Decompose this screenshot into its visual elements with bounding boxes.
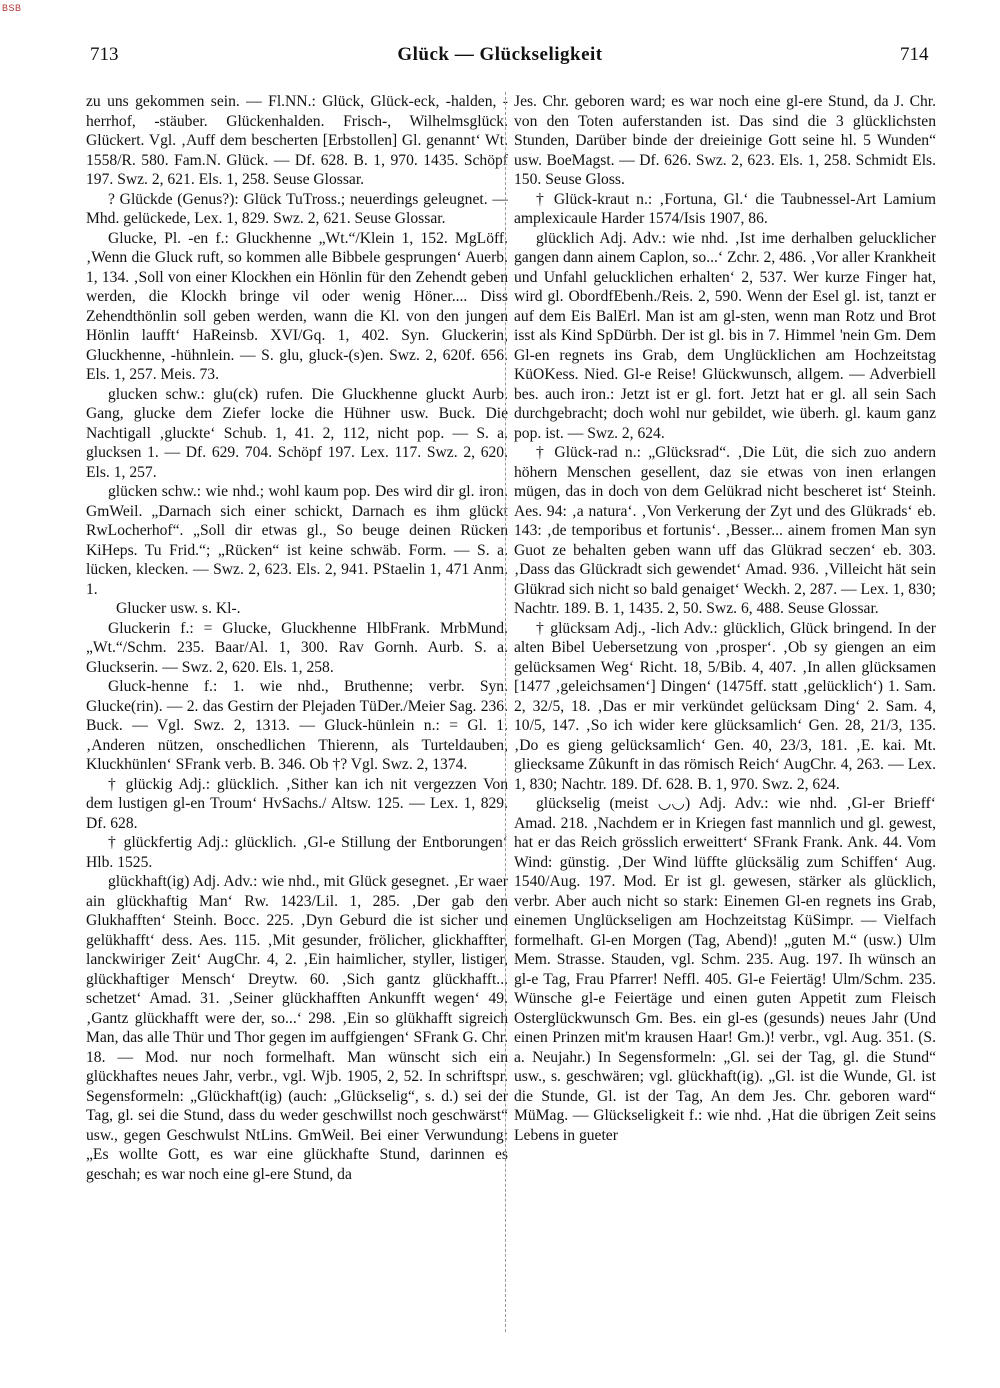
dictionary-entry: Gluck-henne f.: 1. wie nhd., Bruthenne; verbr. Syn. Glucke(rin). — 2. das Gestirn der Plejaden TüDer./Meier Sag. 236. Buck. — Vgl. Swz. 2, 1313. — Gluck-hünlein n.: = Gl. 1. ‚Anderen nützen, onschedlichen Thierenn, als Turteldauben, Kluckhünlen‘ SFrank verb. B. 346. Ob †? Vgl. Swz. 2, 1374. [86, 678, 508, 773]
left-column [86, 92, 508, 1337]
page-title: Glück — Glückseligkeit [397, 44, 603, 65]
dictionary-entry: † Glück-kraut n.: ‚Fortuna, Gl.‘ die Taubnessel-Art Lamium amplexicaule Harder 1574/Isis 1907, 86. [514, 190, 936, 227]
right-column [514, 92, 936, 1337]
dictionary-entry: glücken schw.: wie nhd.; wohl kaum pop. Des wird dir gl. iron. GmWeil. „Darnach sich einer schickt, Darnach es ihm glückt RwLocherhof“. „Soll dir etwas gl., So beuge deinen Rücken KiHeps. Tu Frid.“; „Rücken“ ist keine schwäb. Form. — S. a. lücken, klecken. — Swz. 2, 623. Els. 2, 941. PStaelin 1, 471 Anm. 1. [86, 483, 508, 598]
dictionary-entry: glucken schw.: glu(ck) rufen. Die Gluckhenne gluckt Aurb. Gang, glucke dem Ziefer locke die Hühner usw. Buck. Die Nachtigall ‚gluckte‘ Schub. 1, 41. 2, 112, nicht pop. — S. a. glucksen 1. — Df. 629. 704. Schöpf 197. Lex. 117. Swz. 2, 620. Els. 1, 257. [86, 385, 508, 481]
dictionary-entry: † Glück-rad n.: „Glücksrad“. ‚Die Lüt, die sich zuo andern höhern Menschen gesellent, daz sie etwas von inen erlangen mügen, das in doch von dem Gelükrad nicht bescheret ist‘ Steinh. Aes. 94: ‚a natura‘. ‚Von Verkerung der Zyt und des Glükrads‘ eb. 143: ‚de temporibus et fortunis‘. ‚Besser... ainem fromen Man syn Guot ze behalten geben wann uff das Glükrad seczen‘ eb. 303. ‚Dass das Glückradt sich gewendet‘ Amad. 936. ‚Villeicht hät sein Glükrad sich nicht so bald genaiget‘ Weckh. 2, 287. — Lex. 1, 830; Nachtr. 189. B. 1, 1435. 2, 50. Swz. 6, 488. Seuse Glossar. [514, 444, 936, 617]
dictionary-entry: glückselig (meist ◡◡) Adj. Adv.: wie nhd. ‚Gl-er Brieff‘ Amad. 218. ‚Nachdem er in Kriegen fast mannlich und gl. gewest, hat er das Reich grösslich erweittert‘ SFrank Frank. Ank. 44. Vom Wind: günstig. ‚Der Wind lüffte glücksälig zum Schiffen‘ Aug. 1540/Aug. 197. Mod. Er ist gl. gewesen, stärker als glücklich, verbr. Aber auch nicht so stark: Einemen Gl-en regnets ins Grab, einemen Unglückseligen am Hochzeitstag KüSimpr. — Vielfach formelhaft. Gl-en Morgen (Tag, Abend)! „guten M.“ (usw.) Ulm Mem. Strasse. Stauden, vgl. Schm. 235. Aug. 197. Ih wünsch an gl-e Tag, Frau Pfarrer! Neffl. 405. Gl-e Feiertäg! Ulm/Schm. 235. Wünsche gl-e Feiertäge und einen guten Appetit zum Fleisch Osterglückwunsch Gm. Bes. ein gl-es (gesunds) neues Jahr (Und einen Prinzen mit'm krausen Haar! Gm.)! verbr., vgl. Aug. 351. (S. a. Neujahr.) In Segensformeln: „Gl. sei der Tag, gl. die Stund“ usw., s. geschwären; vgl. glückhaft(ig). „Gl. ist die Wunde, Gl. ist die Stunde, Gl. ist der Tag, An dem Jes. Chr. geboren ward“ MüMag. — Glückseligkeit f.: wie nhd. ‚Hat die übrigen Zeit seins Lebens in gueter [514, 795, 936, 1144]
dictionary-entry: † glücksam Adj., -lich Adv.: glücklich, Glück bringend. In der alten Bibel Uebersetzung von ‚prosper‘. ‚Ob sy giengen an eim gelücksamen Weg‘ Richt. 18, 5/Bib. 4, 407. ‚In allen glücksamen [1477 ‚geleichsamen‘] Dingen‘ (1475ff. statt ‚gelücklich‘) 1. Sam. 2, 32/5, 18. ‚Das er mir verkündet gelücksam Ding‘ 2. Sam. 4, 10/5, 147. ‚So ich wider kere glücksamlich‘ Gen. 28, 21/3, 135. ‚Do es gieng gelücksamlich‘ Gen. 40, 23/3, 181. ‚E. kai. Mt. gliecksame Zûkunft in das römisch Reich‘ AugChr. 4, 263. — Lex. 1, 830; Nachtr. 189. Df. 628. B. 1, 970. Swz. 2, 624. [514, 619, 936, 793]
dictionary-entry: Glucke, Pl. -en f.: Gluckhenne „Wt.“/Klein 1, 152. MgLöff. ‚Wenn die Gluck ruft, so kommen alle Bibbele gesprungen‘ Auerb. 1, 134. ‚Soll von einer Klockhen ein Hönlin für den Zehendt geben werden, die Klockh bringe vil oder wenig Höner.... Diss Zehendthönlin soll geben werden, wann die Kl. von den jungen Hönlin laufft‘ HaReinsb. XVI/Gq. 1, 402. Syn. Gluckerin, Gluckhenne, -hühnlein. — S. glu, gluck-(s)en. Swz. 2, 620f. 656. Els. 1, 257. Meis. 73. [86, 229, 508, 383]
dictionary-entry: Jes. Chr. geboren ward; es war noch eine gl-ere Stund, da J. Chr. von den Toten auferstanden ist. Das sind die 3 glücklichsten Stunden, Darüber binde der dreieinige Gott seine hl. 5 Wunden“ usw. BoeMagst. — Df. 626. Swz. 2, 623. Els. 1, 258. Schmidt Els. 150. Seuse Gloss. [514, 93, 936, 188]
page-number-right: 714 [900, 44, 929, 65]
page-number-left: 713 [90, 44, 119, 65]
column-divider [505, 92, 506, 1332]
dictionary-entry: Gluckerin f.: = Glucke, Gluckhenne HlbFrank. MrbMund. „Wt.“/Schm. 235. Baar/Al. 1, 300. Rav Gornh. Aurb. S. a. Gluckserin. — Swz. 2, 620. Els. 1, 258. [86, 619, 508, 676]
dictionary-entry: Glucker usw. s. Kl-. [116, 600, 241, 617]
dictionary-entry: glückhaft(ig) Adj. Adv.: wie nhd., mit Glück gesegnet. ‚Er waer ain glückhaftig Man‘ Rw. 1423/Lil. 1, 285. ‚Der gab den Glukhafften‘ Steinh. Bocc. 225. ‚Dyn Geburd die ist sicher und gelükhafft‘ dess. Aes. 115. ‚Mit gesunder, frölicher, glickhaffter, lanckwiriger Zeit‘ AugChr. 4, 2. ‚Ein haimlicher, styller, listiger, glückhaftiger Mensch‘ Dreytw. 60. ‚Sich gantz glückhafft... schetzet‘ Amad. 31. ‚Seiner glückhafften Ankunfft wegen‘ 49. ‚Gantz glückhafft were der, so...‘ 298. ‚Ein so glükhafft sigreich Man, das alle Thür und Thor gegen im auffgiengen‘ SFrank G. Chr. 18. — Mod. nur noch formelhaft. Man wünscht sich ein glückhaftes neues Jahr, verbr., vgl. Wjb. 1905, 2, 52. In schriftspr. Segensformeln: „Glückhaft(ig) (auch: „Glückselig“, s. d.) sei der Tag, gl. sei die Stund, dass du weder geschwillst noch geschwärst“ usw., gegen Geschwulst NtLins. GmWeil. Bei einer Verwundung: „Es wollte Gott, es war eine glückhafte Stund, darinnen es geschah; es war noch eine gl-ere Stund, da [86, 873, 508, 1183]
library-stamp: BSB [2, 3, 22, 13]
dictionary-entry: zu uns gekommen sein. — Fl.NN.: Glück, Glück-eck, -halden, -herrhof, -stäuber. Glückenhalden. Frisch-, Wilhelmsglück. Glückert. Vgl. ‚Auff dem bescherten [Erbstollen] Gl. genannt‘ Wt. 1558/R. 580. Fam.N. Glück. — Df. 628. B. 1, 970. 1435. Schöpf 197. Swz. 2, 621. Els. 1, 258. Seuse Glossar. [86, 93, 508, 188]
dictionary-entry: † glückig Adj.: glücklich. ‚Sither kan ich nit vergezzen Von dem lustigen gl-en Troum‘ HvSachs./ Altsw. 125. — Lex. 1, 829. Df. 628. [86, 775, 508, 832]
dictionary-entry: † glückfertig Adj.: glücklich. ‚Gl-e Stillung der Entborungen‘ Hlb. 1525. [86, 834, 508, 871]
dictionary-entry: ? Glückde (Genus?): Glück TuTross.; neuerdings geleugnet. — Mhd. gelückede, Lex. 1, 829. Swz. 2, 621. Seuse Glossar. [86, 190, 508, 227]
dictionary-entry: glücklich Adj. Adv.: wie nhd. ‚Ist ime derhalben gelucklicher gangen dann ainem Caplon, so...‘ Zchr. 2, 486. ‚Vor aller Krankheit und Unfahl gelucklichen erhalten‘ 2, 537. Wer kurze Finger hat, wird gl. ObordfEbenh./Reis. 2, 590. Wenn der Esel gl. ist, tanzt er auf dem Eis BalErl. Man ist am gl-sten, wenn man Rotz und Brot isst als Kind SpDürbh. Der ist gl. bis in 7. Himmel 'nein Gm. Dem Gl-en regnets ins Grab, dem Unglücklichen am Hochzeitstag KüOKess. Nied. Gl-e Reise! Glückwunsch, allgem. — Adverbiell bes. auch iron.: Jetzt ist er gl. fort. Jetzt hat er gl. all sein Sach durchgebracht; doch wohl nur gebildet, wie überh. gl. kaum ganz pop. ist. — Swz. 2, 624. [514, 229, 936, 442]
